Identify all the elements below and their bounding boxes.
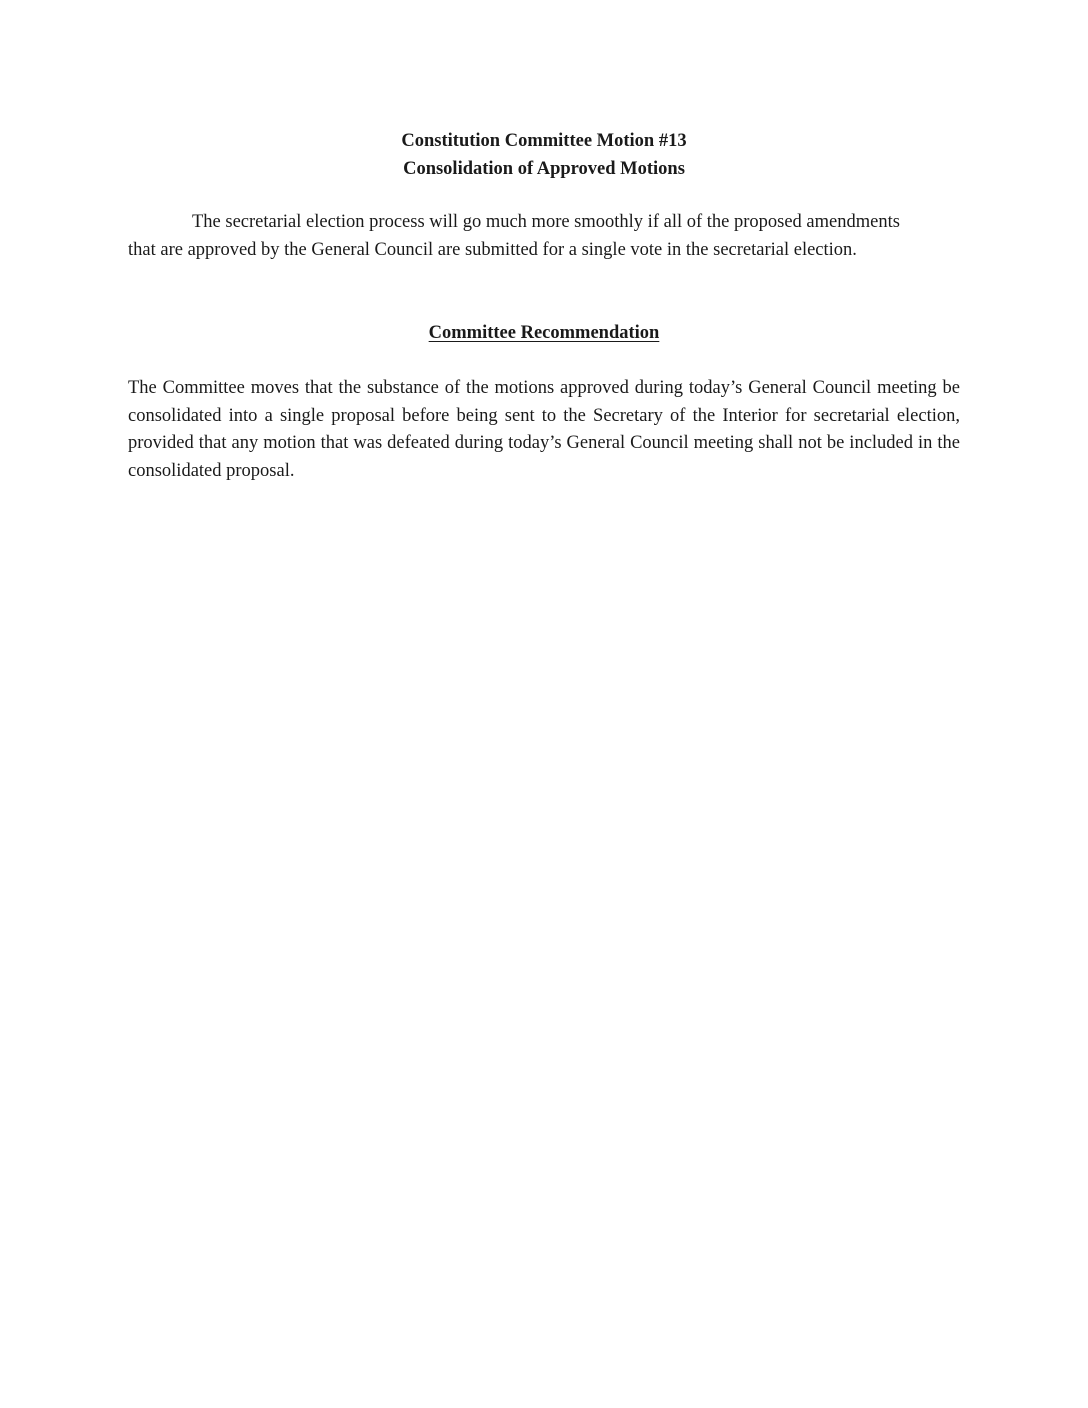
- document-title: [0, 127, 1088, 183]
- intro-paragraph: The secretarial election process will go much more smoothly if all of the proposed amendments that are approved by the General Council are submitted for a single vote in the secretarial election.: [128, 212, 900, 260]
- title-line-motion-number: Constitution Committee Motion #13: [401, 131, 687, 151]
- title-line-subject: Consolidation of Approved Motions: [403, 159, 685, 179]
- recommendation-paragraph: The Committee moves that the substance of the motions approved during today’s General Council meeting be consolidated into a single proposal before being sent to the Secretary of the Interior for secretarial election, provided that any motion that was defeated during today’s General Council meeting shall not be included in the consolidated proposal.: [128, 378, 960, 481]
- section-heading: [0, 319, 1088, 347]
- section-heading-text: Committee Recommendation: [428, 323, 660, 343]
